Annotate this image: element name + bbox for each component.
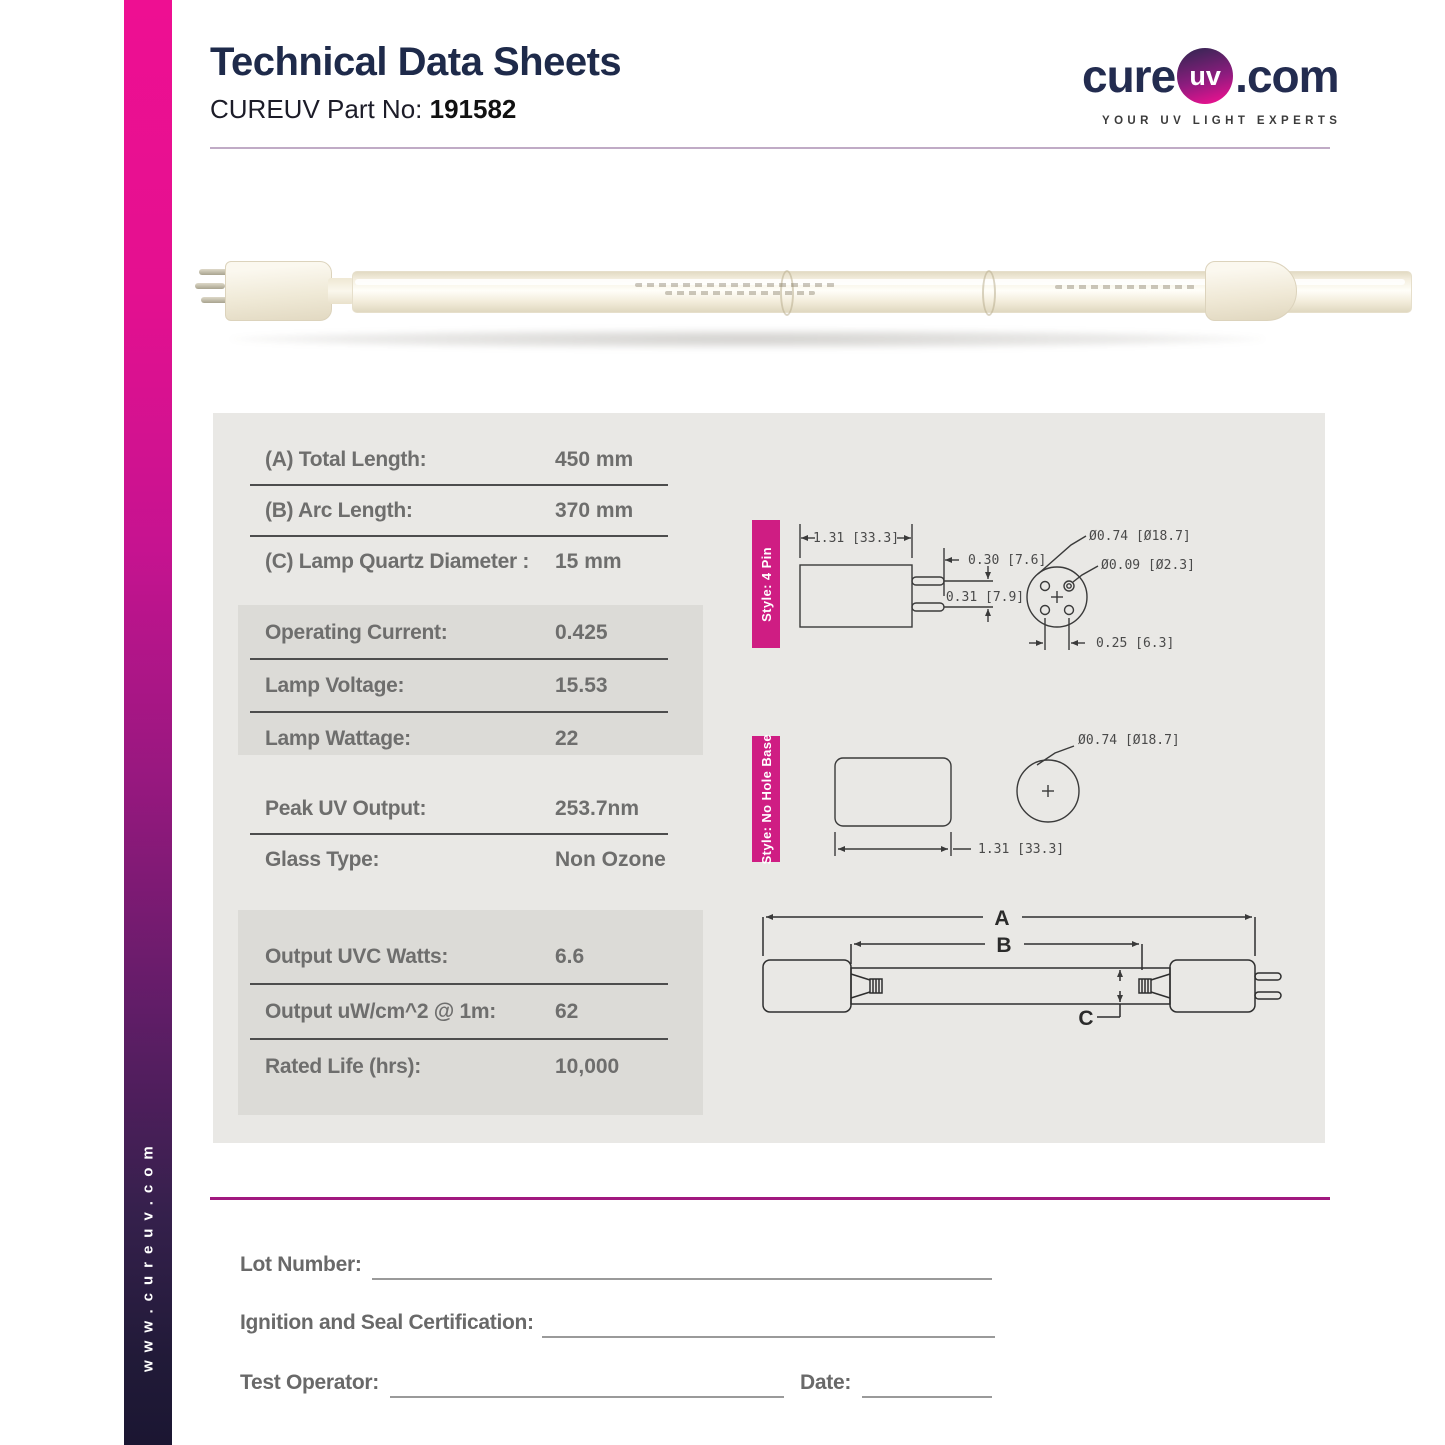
- uv-circle-icon: [1177, 48, 1233, 104]
- spec-label: Glass Type:: [265, 847, 380, 871]
- certification-field-line: [542, 1336, 995, 1338]
- dim-4pin-pin-diameter: Ø0.09 [Ø2.3]: [1101, 558, 1195, 573]
- spec-label: Rated Life (hrs):: [265, 1054, 421, 1078]
- test-operator-label: Test Operator:: [240, 1371, 379, 1394]
- logo-text-com: .com: [1235, 50, 1339, 102]
- spec-row: [250, 435, 668, 484]
- dim-label-b: B: [996, 934, 1012, 957]
- spec-label: Output uW/cm^2 @ 1m:: [265, 999, 496, 1023]
- cureuv-logo: [1082, 46, 1342, 127]
- spec-label: (C) Lamp Quartz Diameter :: [265, 549, 530, 573]
- dim-4pin-pin-pitch: 0.25 [6.3]: [1096, 636, 1175, 651]
- style-tab-4pin-label: Style: 4 Pin: [758, 546, 774, 622]
- dim-label-c: C: [1078, 1007, 1094, 1030]
- lamp-printed-marking: [635, 283, 835, 287]
- spec-group-output: [250, 930, 668, 1093]
- spec-label: Lamp Wattage:: [265, 726, 411, 750]
- spec-row: [250, 486, 668, 535]
- lamp-printed-marking: [665, 291, 815, 295]
- part-number-label: CUREUV Part No:: [210, 94, 430, 124]
- spec-value: 62: [555, 999, 579, 1023]
- dim-nohole-base-diameter: Ø0.74 [Ø18.7]: [1078, 733, 1180, 748]
- logo-text-uv: uv: [1189, 60, 1221, 91]
- test-operator-field-line: [390, 1396, 784, 1398]
- no-hole-base-drawing: [835, 746, 1079, 856]
- spec-value: Non Ozone: [555, 847, 666, 871]
- spec-row: [250, 930, 668, 983]
- lamp-dimension-diagram: [763, 917, 1281, 1017]
- spec-row: [250, 985, 668, 1038]
- logo-tagline: YOUR UV LIGHT EXPERTS: [1102, 115, 1342, 127]
- dim-nohole-width: 1.31 [33.3]: [978, 842, 1065, 857]
- spec-label: Lamp Voltage:: [265, 673, 405, 697]
- dim-label-a: A: [994, 907, 1010, 930]
- page-title: Technical Data Sheets: [210, 40, 622, 84]
- spec-value: 15 mm: [555, 549, 622, 573]
- spec-value: 22: [555, 726, 579, 750]
- spec-value: 253.7nm: [555, 796, 640, 820]
- spec-group-electrical: [250, 607, 668, 764]
- date-field-line: [862, 1396, 992, 1398]
- lamp-ceramic-base: [225, 261, 332, 321]
- spec-value: 6.6: [555, 944, 585, 968]
- spec-row: [250, 784, 668, 833]
- part-number-line: [210, 94, 516, 125]
- spec-label: (B) Arc Length:: [265, 498, 413, 522]
- spec-label: Peak UV Output:: [265, 796, 427, 820]
- certification-label: Ignition and Seal Certification:: [240, 1311, 534, 1334]
- date-label: Date:: [800, 1371, 852, 1394]
- spec-row: [250, 537, 668, 586]
- spec-row: [250, 713, 668, 764]
- style-tab-no-hole-label: Style: No Hole Base: [758, 733, 774, 865]
- form-divider: [210, 1197, 1330, 1200]
- sidebar-website-url: www.cureuv.com: [139, 1138, 157, 1372]
- header-divider: [210, 147, 1330, 149]
- spec-group-optical: [250, 784, 668, 884]
- lot-number-label: Lot Number:: [240, 1253, 362, 1276]
- dim-4pin-pin-gap: 0.31 [7.9]: [945, 590, 1025, 605]
- spec-value: 0.425: [555, 620, 608, 644]
- logo-text-cure: cure: [1082, 50, 1176, 102]
- lamp-support-ring: [982, 270, 996, 316]
- lamp-glass-pinch: [328, 278, 354, 304]
- lamp-end-cap: [1205, 261, 1297, 321]
- spec-value: 370 mm: [555, 498, 634, 522]
- lamp-printed-marking: [1055, 285, 1195, 289]
- lamp-shadow: [230, 329, 1265, 349]
- technical-drawings: [740, 500, 1340, 1060]
- lamp-product-photo: [195, 245, 1310, 355]
- spec-row: [250, 607, 668, 658]
- spec-row: [250, 660, 668, 711]
- lot-number-field-line: [372, 1278, 992, 1280]
- spec-value: 10,000: [555, 1054, 620, 1078]
- spec-value: 15.53: [555, 673, 608, 697]
- lamp-pin: [195, 283, 225, 289]
- spec-label: (A) Total Length:: [265, 447, 427, 471]
- spec-row: [250, 1040, 668, 1093]
- dim-4pin-width: 1.31 [33.3]: [812, 531, 900, 546]
- dim-4pin-base-diameter: Ø0.74 [Ø18.7]: [1089, 529, 1191, 544]
- spec-row: [250, 835, 668, 884]
- part-number-value: 191582: [429, 94, 517, 124]
- dim-4pin-pin-length: 0.30 [7.6]: [968, 553, 1047, 568]
- spec-label: Operating Current:: [265, 620, 448, 644]
- spec-label: Output UVC Watts:: [265, 944, 449, 968]
- spec-group-dimensions: [250, 435, 668, 586]
- logo-wordmark: [1082, 46, 1342, 106]
- spec-value: 450 mm: [555, 447, 634, 471]
